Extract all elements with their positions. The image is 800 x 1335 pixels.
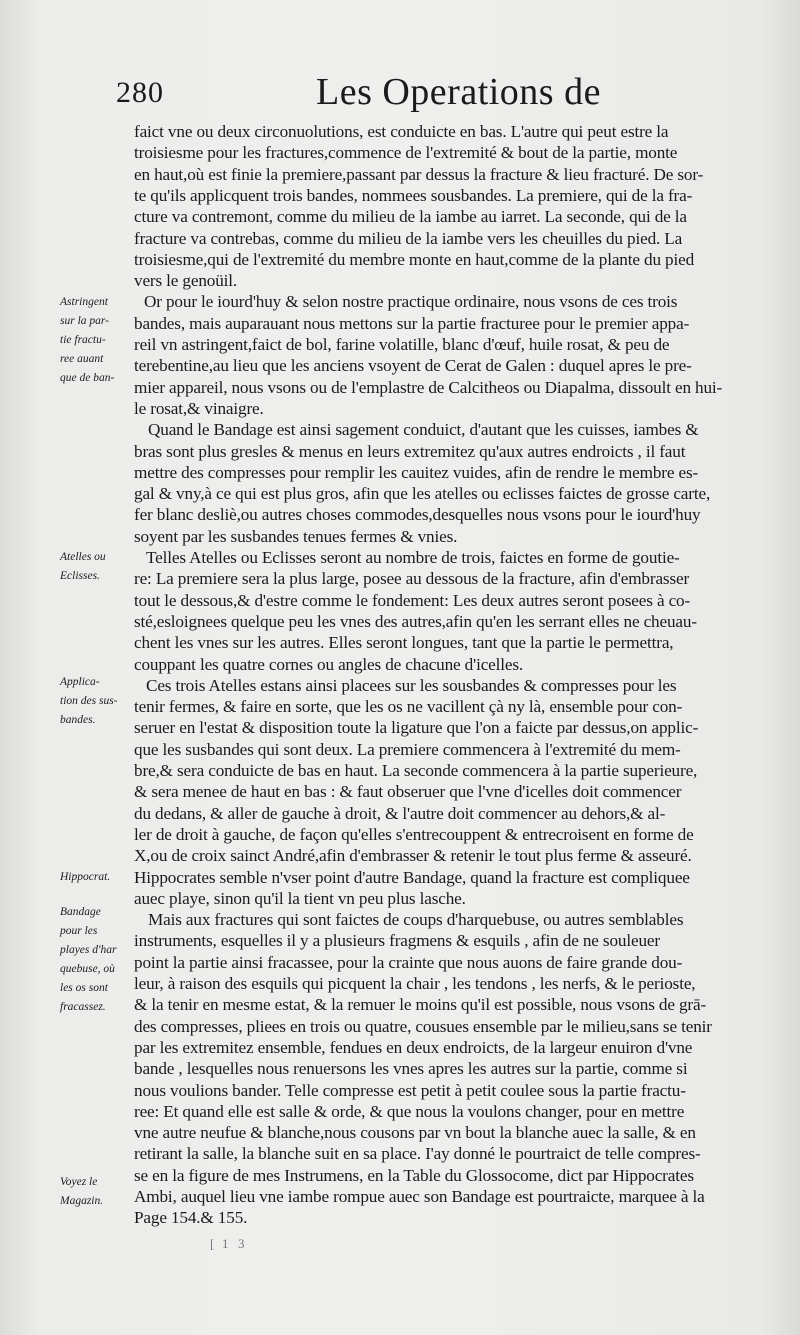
text-line: gal & vny,à ce qui est plus gros, afin que les atelles ou eclisses faictes de grosse carte, [134, 484, 711, 504]
text-line: tout le dessous,& d'estre comme le fondement: Les deux autres seront posees à co- [134, 590, 691, 610]
text-line: fracture va contrebas, comme du milieu de la iambe vers les cheuilles du pied. La [134, 228, 683, 248]
margin-note-line: bandes. [60, 714, 96, 726]
text-line: re: La premiere sera la plus large, posee au dessous de la fracture, afin d'embrasser [134, 569, 690, 589]
margin-note-line: Bandage [60, 906, 101, 918]
text-line: mettre des compresses pour remplir les cauitez vuides, afin de rendre le membre es- [134, 462, 699, 482]
text-line: Ces trois Atelles estans ainsi placees sur les sousbandes & compresses pour les [146, 675, 677, 695]
margin-note-line: tie fractu- [60, 334, 106, 346]
text-line: leur, à raison des esquils qui picquent la chair , les tendons , les nerfs, & le perioste, [134, 974, 696, 993]
text-line: & sera menee de haut en bas : & faut obseruer que l'vne d'icelles doit commencer [134, 782, 682, 802]
margin-note-line: que de ban- [60, 372, 115, 384]
page-header [0, 70, 800, 120]
margin-note-line: Applica- [60, 676, 100, 688]
text-line: mier appareil, nous vsons ou de l'emplastre de Calcitheos ou Diapalma, dissoult en hui- [134, 377, 723, 397]
footer-marks [200, 1236, 600, 1256]
text-line: bande , lesquelles nous renuersons les vnes apres les autres sur la partie, comme si [134, 1059, 688, 1079]
margin-note-line: Voyez le [60, 1176, 98, 1188]
text-line: Quand le Bandage est ainsi sagement conduict, d'autant que les cuisses, iambes & [148, 420, 699, 440]
text-line: que les susbandes qui sont deux. La premiere commencera à l'extremité du mem- [134, 739, 681, 759]
text-line: & la tenir en mesme estat, & la remuer le moins qu'il est possible, nous vsons de grā- [134, 995, 707, 1015]
footer-mark: 3 [238, 1236, 245, 1251]
text-line: cture va contremont, comme du milieu de la iambe au iarret. La seconde, qui de la [134, 207, 687, 227]
margin-note-line: fracassez. [60, 1001, 106, 1013]
text-line: ler de droit à gauche, de façon qu'elles s'entrecouppent & entrecroisent en forme de [134, 824, 694, 844]
text-line: Telles Atelles ou Eclisses seront au nombre de trois, faictes en forme de goutie- [146, 548, 680, 567]
margin-note-line: Eclisses. [60, 570, 100, 582]
text-line: Mais aux fractures qui sont faictes de coups d'harquebuse, ou autres semblables [148, 910, 684, 930]
running-title: Les Operations de [316, 71, 601, 113]
text-line: auec playe, sinon qu'il la tient vn peu plus lasche. [134, 888, 466, 908]
text-line: des compresses, pliees en trois ou quatre, cousues ensemble par le milieu,sans se tenir [134, 1016, 712, 1036]
margin-note-line: Atelles ou [60, 551, 106, 563]
text-line: retirant la salle, la blanche suit en sa place. I'ay donné le pourtraict de telle compres- [134, 1144, 701, 1164]
text-line: terebentine,au lieu que les anciens vsoyent de Cerat de Galen : duquel apres le pre- [134, 356, 692, 376]
text-line: Ambi, auquel lieu vne iambe rompue auec son Bandage est pourtraicte, marquee à la [134, 1187, 705, 1206]
text-line: seruer en l'estat & disposition toute la ligature que l'on a faicte par dessus,on applic- [134, 718, 699, 738]
text-line: par les extremitez ensemble, fendues en deux endroicts, de la largeur enuiron d'vne [134, 1037, 693, 1057]
page-number: 280 [116, 76, 164, 109]
text-line: faict vne ou deux circonuolutions, est conduicte en bas. L'autre qui peut estre la [134, 122, 669, 141]
text-line: nous voulions bander. Telle compresse est petit à petit coulee sous la partie fractu- [134, 1080, 686, 1100]
text-line: en haut,où est finie la premiere,passant par dessus la fracture & lieu fracturé. De sor- [134, 164, 704, 184]
text-line: vers le genoüil. [134, 271, 238, 291]
text-line: bandes, mais auparauant nous mettons sur la partie fracturee pour le premier appa- [134, 313, 690, 333]
text-line: Or pour le iourd'huy & selon nostre practique ordinaire, nous vsons de ces trois [144, 292, 678, 312]
margin-note-line: pour les [60, 925, 98, 937]
margin-note-line: playes d'har [60, 944, 117, 956]
text-line: bre,& sera conduicte de bas en haut. La seconde commencera à la partie superieure, [134, 761, 698, 780]
footer-mark: [ [210, 1236, 215, 1251]
footer-mark: 1 [222, 1236, 229, 1251]
text-line: sté,esloignees quelque peu les vnes des autres,afin qu'en les serrant elles ne cheuau- [134, 611, 697, 631]
text-line: Hippocrates semble n'vser point d'autre Bandage, quand la fracture est compliquee [134, 867, 690, 887]
margin-note-line: sur la par- [60, 315, 109, 327]
text-line: tenir fermes, & faire en sorte, que les os ne vacillent çà ny là, ensemble pour con- [134, 697, 683, 717]
margin-note-line: quebuse, où [60, 963, 115, 975]
text-line: vne autre neufue & blanche,nous cousons par vn bout la blanche auec la salle, & en [134, 1123, 696, 1143]
text-line: bras sont plus gresles & menus en leurs extremitez qu'aux autres endroicts , il faut [134, 441, 686, 461]
margin-note-line: Magazin. [60, 1195, 104, 1207]
text-line: se en la figure de mes Instrumens, en la Table du Glossocome, dict par Hippocrates [134, 1165, 694, 1185]
text-line: Page 154.& 155. [134, 1208, 248, 1228]
text-line: reil vn astringent,faict de bol, farine volatille, blanc d'œuf, huile rosat, & peu de [134, 335, 670, 354]
margin-note-line: les os sont [60, 982, 108, 994]
text-line: X,ou de croix sainct André,afin d'embrasser & retenir le tout plus ferme & asseuré. [134, 846, 692, 866]
text-line: troisiesme pour les fractures,commence de l'extremité & bout de la partie, monte [134, 143, 678, 163]
margin-note-line: Astringent [60, 296, 108, 308]
text-line: te qu'ils applicquent trois bandes, nommees sousbandes. La premiere, qui de la fra- [134, 185, 693, 205]
margin-note-line: ree auant [60, 353, 104, 365]
text-line: fer blanc desliè,ou autres choses commodes,desquelles nous vsons pour le iourd'huy [134, 505, 701, 525]
text-line: couppant les quatre cornes ou angles de chacune d'icelles. [134, 654, 524, 674]
text-line: soyent par les susbandes tenues fermes & vnies. [134, 526, 458, 546]
margin-note-line: tion des sus- [60, 695, 118, 707]
text-line: le rosat,& vinaigre. [134, 398, 264, 418]
text-line: point la partie ainsi fracassee, pour la crainte que nous auons de faire grande dou- [134, 952, 683, 972]
text-line: du dedans, & aller de gauche à droit, & l'autre doit commencer au dehors,& al- [134, 803, 666, 823]
text-line: chent les vnes sur les autres. Elles seront longues, tant que la partie le permettra, [134, 633, 674, 653]
text-line: troisiesme,qui de l'extremité du membre monte en haut,comme de la plante du pied [134, 249, 695, 269]
text-line: instruments, esquelles il y a plusieurs fragmens & esquils , afin de ne souleuer [134, 931, 660, 951]
text-line: ree: Et quand elle est salle & orde, & que nous la voulons changer, pour en mettre [134, 1101, 685, 1121]
margin-note-line: Hippocrat. [60, 871, 111, 883]
